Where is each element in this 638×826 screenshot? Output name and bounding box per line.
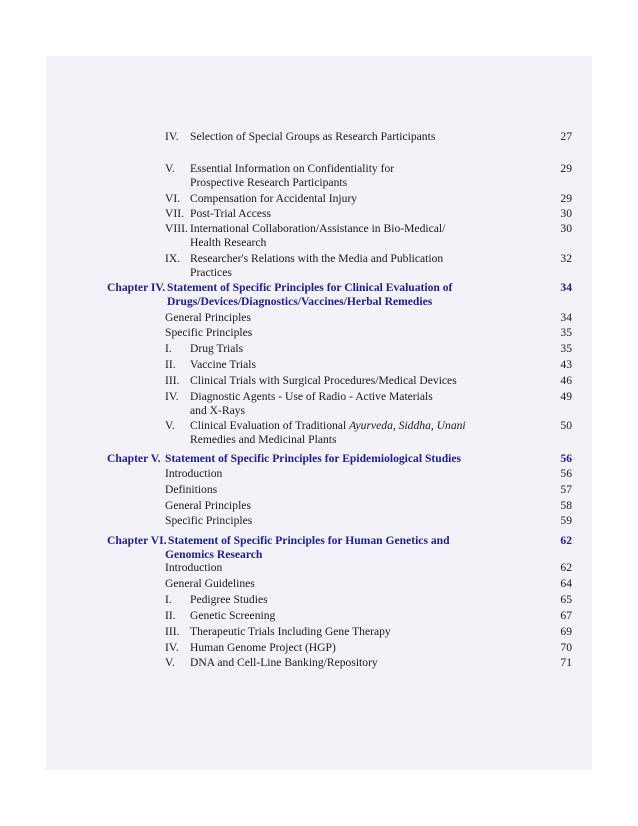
toc-roman: V. — [165, 656, 175, 669]
toc-page-number: 64 — [560, 577, 572, 590]
toc-entry-title: Specific Principles — [165, 514, 253, 527]
toc-roman: IV. — [165, 130, 179, 143]
toc-entry-title-cont: and X-Rays — [190, 404, 246, 417]
toc-entry-title: Vaccine Trials — [190, 358, 257, 371]
toc-entry-title: Clinical Trials with Surgical Procedures/Medical Devices — [190, 374, 457, 387]
document-page — [46, 56, 592, 770]
toc-page-number: 57 — [560, 483, 572, 496]
toc-page-number: 58 — [560, 499, 572, 512]
toc-page-number: 30 — [560, 222, 572, 235]
toc-page-number: 70 — [560, 641, 572, 654]
toc-roman: V. — [165, 419, 175, 432]
toc-page-number: 29 — [560, 192, 572, 205]
toc-entry-title: General Principles — [165, 311, 251, 324]
toc-page-number: 43 — [560, 358, 572, 371]
toc-entry-title: Human Genome Project (HGP) — [190, 641, 336, 654]
toc-entry-title-cont: Remedies and Medicinal Plants — [190, 433, 337, 446]
chapter-title: Statement of Specific Principles for Clinical Evaluation of — [167, 281, 453, 294]
chapter-page-number: 62 — [560, 534, 572, 547]
toc-page-number: 49 — [560, 390, 572, 403]
toc-page-number: 30 — [560, 207, 572, 220]
toc-entry-title: Drug Trials — [190, 342, 244, 355]
toc-page-number: 71 — [560, 656, 572, 669]
toc-page-number: 35 — [560, 342, 572, 355]
toc-entry-title: Introduction — [165, 467, 223, 480]
toc-roman: III. — [165, 374, 180, 387]
chapter-page-number: 34 — [560, 281, 572, 294]
toc-page-number: 35 — [560, 326, 572, 339]
toc-roman: I. — [165, 593, 172, 606]
toc-page-number: 67 — [560, 609, 572, 622]
chapter-title: Statement of Specific Principles for Epidemiological Studies — [165, 452, 462, 465]
toc-page-number: 29 — [560, 162, 572, 175]
toc-page-number: 27 — [560, 130, 572, 143]
toc-entry-title-plain: Clinical Evaluation of Traditional — [190, 419, 350, 432]
toc-entry-title-cont: Prospective Research Participants — [190, 176, 348, 189]
chapter-title: Statement of Specific Principles for Human Genetics and — [168, 534, 450, 547]
toc-entry-title-cont: Practices — [190, 266, 232, 279]
toc-page-number: 46 — [560, 374, 572, 387]
toc-entry-title: Post-Trial Access — [190, 207, 272, 220]
chapter-label: Chapter IV. — [107, 281, 166, 294]
chapter-label: Chapter VI. — [107, 534, 167, 547]
chapter-title-cont: Drugs/Devices/Diagnostics/Vaccines/Herbal Remedies — [167, 295, 433, 308]
toc-roman: I. — [165, 342, 172, 355]
toc-roman: IV. — [165, 390, 179, 403]
toc-page-number: 69 — [560, 625, 572, 638]
toc-roman: VIII. — [165, 222, 188, 235]
chapter-page-number: 56 — [560, 452, 572, 465]
toc-page-number: 32 — [560, 252, 572, 265]
toc-entry-title: Pedigree Studies — [190, 593, 268, 606]
toc-page-number: 56 — [560, 467, 572, 480]
toc-entry-title — [190, 419, 466, 433]
toc-page-number: 65 — [560, 593, 572, 606]
toc-entry-title: Essential Information on Confidentiality for — [190, 162, 395, 175]
toc-page-number: 62 — [560, 561, 572, 574]
toc-page-number: 59 — [560, 514, 572, 527]
toc-page-number: 50 — [560, 419, 572, 432]
toc-roman: II. — [165, 609, 176, 622]
toc-entry-title: Selection of Special Groups as Research Participants — [190, 130, 436, 143]
toc-entry-title: General Principles — [165, 499, 251, 512]
toc-entry-title: Therapeutic Trials Including Gene Therapy — [190, 625, 391, 638]
toc-entry-title: Definitions — [165, 483, 218, 496]
toc-roman: III. — [165, 625, 180, 638]
toc-roman: IV. — [165, 641, 179, 654]
toc-entry-title: Compensation for Accidental Injury — [190, 192, 358, 205]
toc-entry-title-italic: Ayurveda, Siddha, Unani — [349, 419, 466, 432]
toc-entry-title: Introduction — [165, 561, 223, 574]
toc-roman: IX. — [165, 252, 181, 265]
toc-entry-title: General Guidelines — [165, 577, 255, 590]
toc-entry-title: Researcher's Relations with the Media and Publication — [190, 252, 444, 265]
toc-entry-title: International Collaboration/Assistance in Bio-Medical/ — [190, 222, 446, 235]
toc-page-number: 34 — [560, 311, 572, 324]
toc-roman: V. — [165, 162, 175, 175]
chapter-title-cont: Genomics Research — [165, 548, 263, 561]
toc-entry-title: Specific Principles — [165, 326, 253, 339]
chapter-label: Chapter V. — [107, 452, 161, 465]
toc-entry-title: Genetic Screening — [190, 609, 276, 622]
toc-entry-title: Diagnostic Agents - Use of Radio - Active Materials — [190, 390, 433, 403]
toc-roman: VII. — [165, 207, 184, 220]
toc-roman: VI. — [165, 192, 181, 205]
toc-entry-title: DNA and Cell-Line Banking/Repository — [190, 656, 378, 669]
toc-roman: II. — [165, 358, 176, 371]
toc-entry-title-cont: Health Research — [190, 236, 267, 249]
